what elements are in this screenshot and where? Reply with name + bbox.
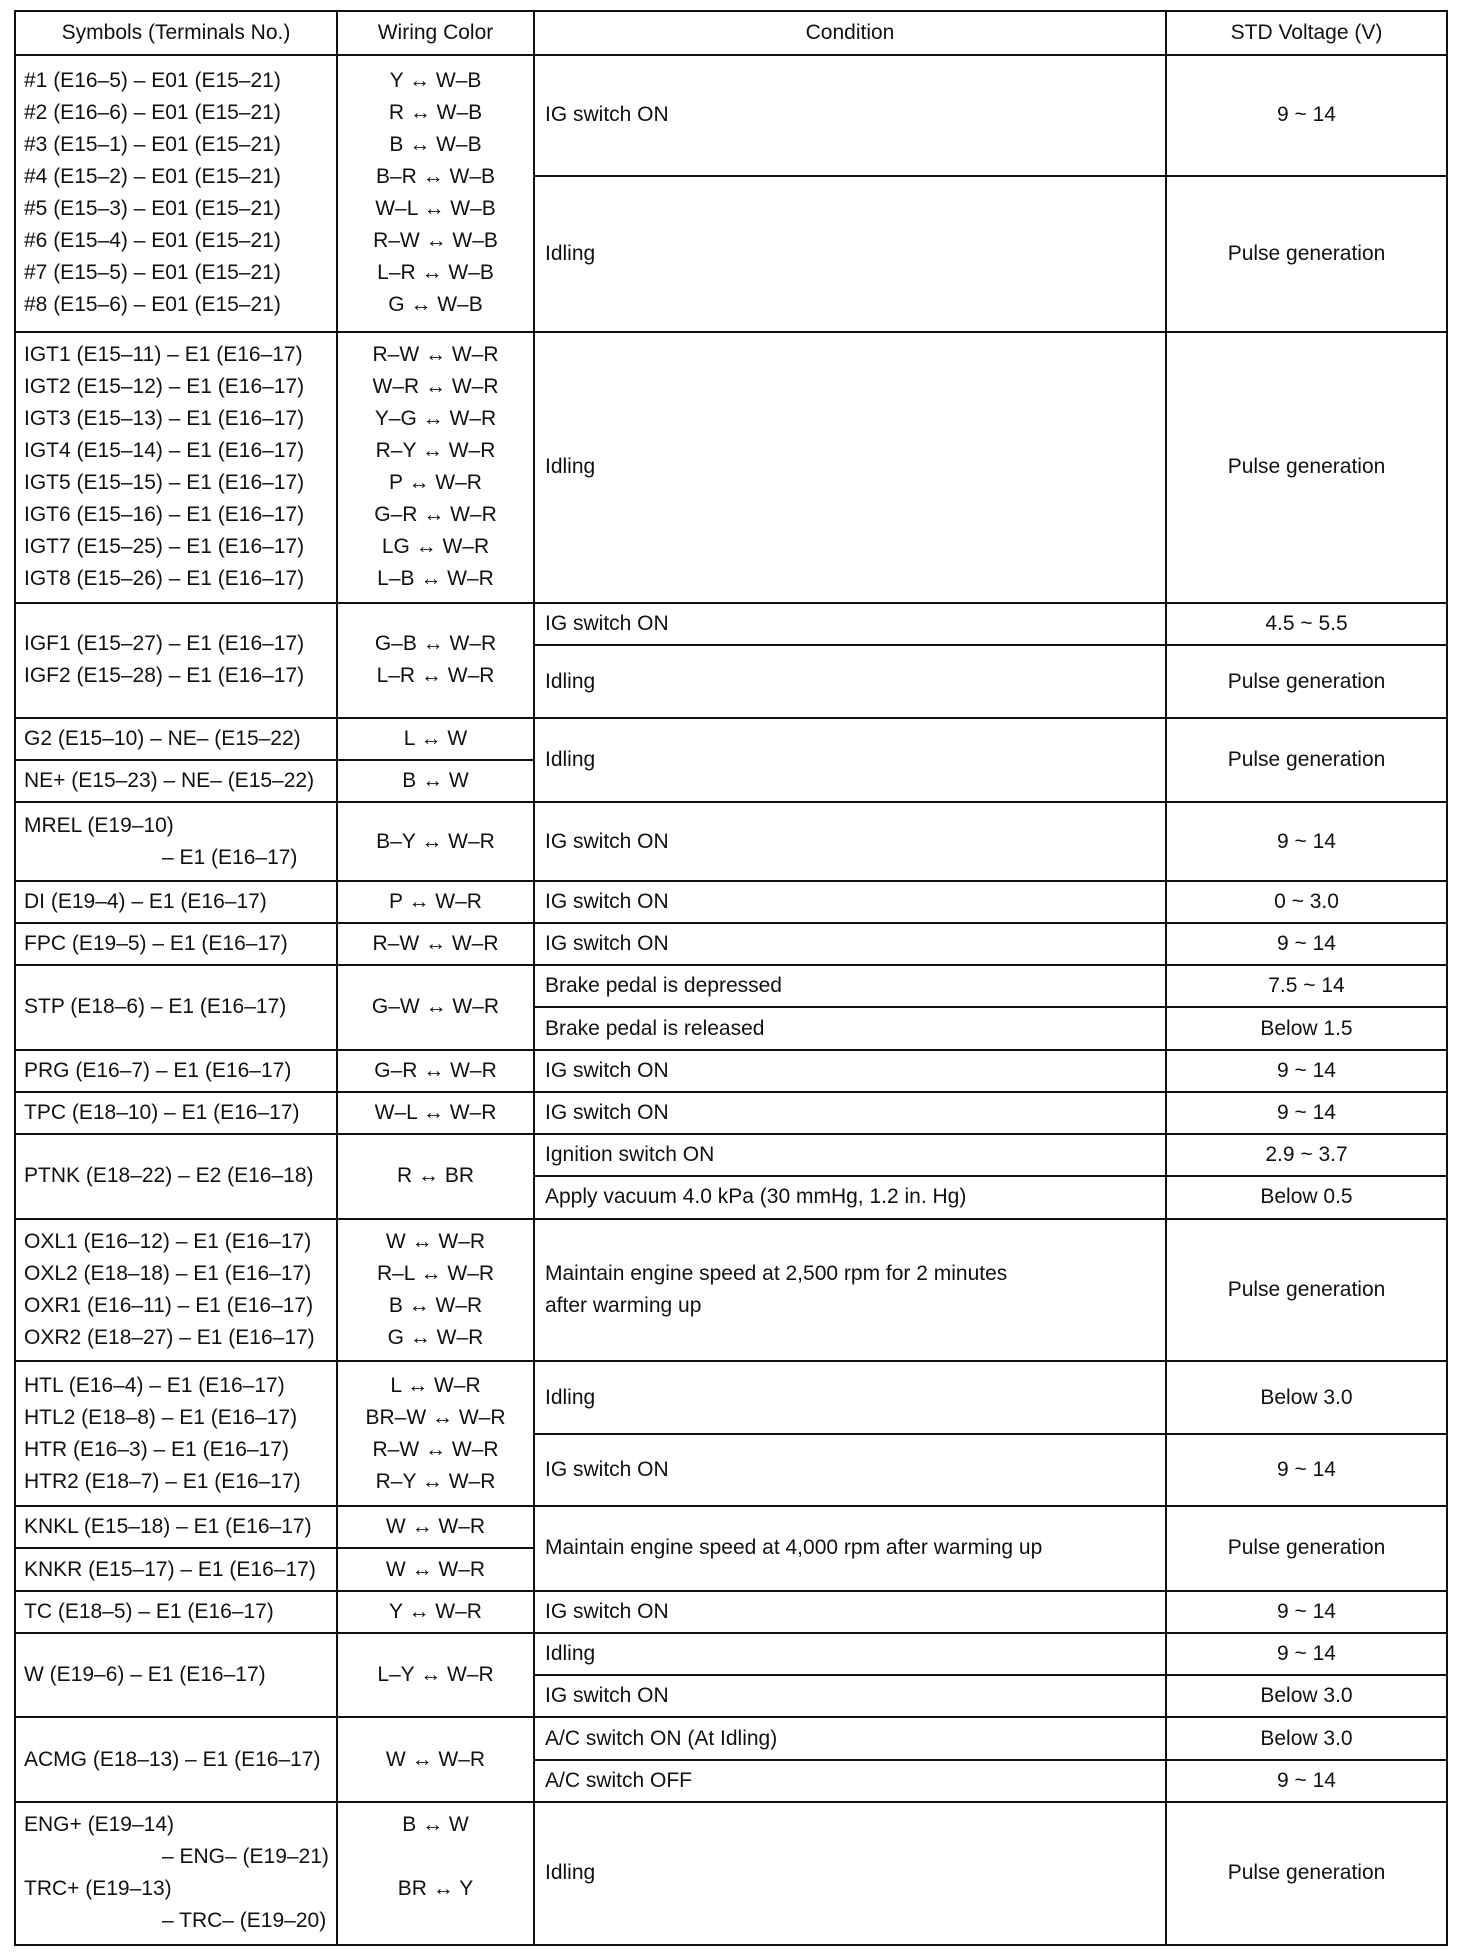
condition-cell: A/C switch ON (At Idling) <box>534 1717 1166 1759</box>
wiring-cell: Y ↔ W–R <box>337 1591 534 1633</box>
symbol-cell: TC (E18–5) – E1 (E16–17) <box>15 1591 337 1633</box>
wiring-cell: L ↔ W <box>337 718 534 760</box>
condition-cell: IG switch ON <box>534 1050 1166 1092</box>
wiring-text: G–R ↔ W–R <box>374 503 497 527</box>
header-wiring: Wiring Color <box>337 11 534 55</box>
voltage-cell: 9 ~ 14 <box>1166 802 1447 880</box>
condition-cell: Idling <box>534 718 1166 802</box>
symbol-text: #4 (E15–2) – E01 (E15–21) <box>24 165 281 189</box>
symbol-text: #1 (E16–5) – E01 (E15–21) <box>24 69 281 93</box>
symbol-cell: STP (E18–6) – E1 (E16–17) <box>15 965 337 1049</box>
symbol-cell: PRG (E16–7) – E1 (E16–17) <box>15 1050 337 1092</box>
wiring-text: W ↔ W–R <box>385 1230 486 1254</box>
wiring-text: B–R ↔ W–B <box>375 165 496 189</box>
table-row <box>15 1361 1447 1433</box>
table-row <box>15 332 1447 604</box>
condition-cell: Idling <box>534 1802 1166 1945</box>
injector-wiring <box>337 55 534 332</box>
voltage-cell: Pulse generation <box>1166 645 1447 717</box>
eng-trc-symbols <box>15 1802 337 1945</box>
symbol-cell: PTNK (E18–22) – E2 (E16–18) <box>15 1134 337 1218</box>
wiring-cell: W ↔ W–R <box>337 1506 534 1548</box>
wiring-cell: W ↔ W–R <box>337 1548 534 1590</box>
wiring-spacer <box>338 1841 533 1873</box>
heater-wiring <box>337 1361 534 1506</box>
table-row <box>15 1134 1447 1176</box>
wiring-text: P ↔ W–R <box>389 471 482 495</box>
table-row <box>15 55 1447 176</box>
table-row <box>15 718 1447 760</box>
condition-cell: IG switch ON <box>534 881 1166 923</box>
symbol-cell: G2 (E15–10) – NE– (E15–22) <box>15 718 337 760</box>
wiring-cell: R ↔ BR <box>337 1134 534 1218</box>
wiring-text: R–Y ↔ W–R <box>375 1469 496 1493</box>
symbol-text: IGT7 (E15–25) – E1 (E16–17) <box>24 535 305 559</box>
symbol-cell: NE+ (E15–23) – NE– (E15–22) <box>15 760 337 802</box>
voltage-cell: Pulse generation <box>1166 1219 1447 1362</box>
wiring-text: BR ↔ Y <box>397 1877 474 1901</box>
symbol-cell: W (E19–6) – E1 (E16–17) <box>15 1633 337 1717</box>
symbol-text: OXR1 (E16–11) – E1 (E16–17) <box>24 1294 314 1318</box>
wiring-cell: W ↔ W–R <box>337 1717 534 1801</box>
heater-symbols <box>15 1361 337 1506</box>
condition-cell: Idling <box>534 1361 1166 1433</box>
condition-cell <box>534 1219 1166 1362</box>
voltage-cell: 9 ~ 14 <box>1166 55 1447 176</box>
table-row <box>15 1092 1447 1134</box>
wiring-text: LG ↔ W–R <box>381 535 490 559</box>
header-row <box>15 11 1447 55</box>
wiring-text: B ↔ W–R <box>388 1294 483 1318</box>
table-row <box>15 881 1447 923</box>
symbol-text: IGF2 (E15–28) – E1 (E16–17) <box>24 664 305 688</box>
eng-trc-wiring <box>337 1802 534 1945</box>
wiring-cell: G–R ↔ W–R <box>337 1050 534 1092</box>
voltage-cell: Pulse generation <box>1166 176 1447 332</box>
table-row <box>15 1633 1447 1675</box>
symbol-text: IGT2 (E15–12) – E1 (E16–17) <box>24 375 305 399</box>
voltage-cell: Below 3.0 <box>1166 1675 1447 1717</box>
table-row <box>15 1050 1447 1092</box>
symbol-text: IGT4 (E15–14) – E1 (E16–17) <box>24 439 305 463</box>
header-voltage: STD Voltage (V) <box>1166 11 1447 55</box>
table-row <box>15 1506 1447 1548</box>
condition-cell: IG switch ON <box>534 1434 1166 1506</box>
voltage-cell: Below 0.5 <box>1166 1176 1447 1218</box>
voltage-cell: Below 3.0 <box>1166 1361 1447 1433</box>
wiring-text: Y ↔ W–B <box>389 69 482 93</box>
voltage-cell: Pulse generation <box>1166 332 1447 604</box>
symbol-text: – E1 (E16–17) <box>162 845 298 869</box>
condition-cell: IG switch ON <box>534 1675 1166 1717</box>
igf-symbols <box>15 603 337 718</box>
condition-cell: IG switch ON <box>534 1591 1166 1633</box>
voltage-cell: 4.5 ~ 5.5 <box>1166 603 1447 645</box>
condition-cell: Brake pedal is released <box>534 1007 1166 1049</box>
symbol-text: MREL (E19–10) <box>24 813 174 837</box>
wiring-text: B ↔ W–B <box>389 133 482 157</box>
voltage-cell: 9 ~ 14 <box>1166 1760 1447 1802</box>
condition-cell: IG switch ON <box>534 603 1166 645</box>
voltage-cell: Pulse generation <box>1166 1506 1447 1590</box>
symbol-text: IGT6 (E15–16) – E1 (E16–17) <box>24 503 305 527</box>
table-row <box>15 603 1447 645</box>
symbol-text: #6 (E15–4) – E01 (E15–21) <box>24 229 281 253</box>
wiring-text: R–W ↔ W–B <box>373 229 498 253</box>
wiring-text: L–B ↔ W–R <box>377 567 494 591</box>
voltage-cell: Below 1.5 <box>1166 1007 1447 1049</box>
voltage-cell: Below 3.0 <box>1166 1717 1447 1759</box>
igt-symbols <box>15 332 337 604</box>
condition-cell: IG switch ON <box>534 923 1166 965</box>
wiring-text: G–B ↔ W–R <box>374 632 497 656</box>
condition-text: Maintain engine speed at 2,500 rpm for 2 minutes <box>545 1262 1008 1286</box>
symbol-cell: ACMG (E18–13) – E1 (E16–17) <box>15 1717 337 1801</box>
symbol-text: IGT1 (E15–11) – E1 (E16–17) <box>24 343 303 367</box>
symbol-text: #7 (E15–5) – E01 (E15–21) <box>24 261 281 285</box>
wiring-cell: G–W ↔ W–R <box>337 965 534 1049</box>
voltage-cell: 9 ~ 14 <box>1166 923 1447 965</box>
wiring-text: G ↔ W–B <box>388 293 483 317</box>
wiring-text: R ↔ W–B <box>388 101 483 125</box>
voltage-cell: 7.5 ~ 14 <box>1166 965 1447 1007</box>
symbol-text: IGT5 (E15–15) – E1 (E16–17) <box>24 471 305 495</box>
symbol-text: HTL (E16–4) – E1 (E16–17) <box>24 1373 285 1397</box>
wiring-text: R–W ↔ W–R <box>372 1437 499 1461</box>
voltage-cell: 9 ~ 14 <box>1166 1434 1447 1506</box>
symbol-text: IGF1 (E15–27) – E1 (E16–17) <box>24 632 305 656</box>
condition-cell: Idling <box>534 176 1166 332</box>
condition-cell: A/C switch OFF <box>534 1760 1166 1802</box>
table-row <box>15 802 1447 880</box>
symbol-text: ENG+ (E19–14) <box>24 1813 174 1837</box>
condition-cell: IG switch ON <box>534 802 1166 880</box>
symbol-cell: KNKL (E15–18) – E1 (E16–17) <box>15 1506 337 1548</box>
symbol-text: – TRC– (E19–20) <box>162 1909 327 1933</box>
igf-wiring <box>337 603 534 718</box>
condition-cell: IG switch ON <box>534 1092 1166 1134</box>
symbol-text: IGT8 (E15–26) – E1 (E16–17) <box>24 567 305 591</box>
voltage-cell: 9 ~ 14 <box>1166 1633 1447 1675</box>
voltage-cell: Pulse generation <box>1166 1802 1447 1945</box>
ox-wiring <box>337 1219 534 1362</box>
condition-cell: Ignition switch ON <box>534 1134 1166 1176</box>
symbol-text: #2 (E16–6) – E01 (E15–21) <box>24 101 281 125</box>
symbol-text: #8 (E15–6) – E01 (E15–21) <box>24 293 281 317</box>
wiring-text: L–R ↔ W–R <box>376 664 495 688</box>
wiring-cell: W–L ↔ W–R <box>337 1092 534 1134</box>
voltage-cell: 9 ~ 14 <box>1166 1092 1447 1134</box>
symbol-cell: FPC (E19–5) – E1 (E16–17) <box>15 923 337 965</box>
symbol-cell: DI (E19–4) – E1 (E16–17) <box>15 881 337 923</box>
wiring-text: Y–G ↔ W–R <box>374 407 497 431</box>
symbol-text: HTR2 (E18–7) – E1 (E16–17) <box>24 1469 301 1493</box>
wiring-text: W–R ↔ W–R <box>372 375 499 399</box>
condition-cell: Idling <box>534 332 1166 604</box>
wiring-text: B ↔ W <box>402 1813 469 1837</box>
voltage-cell: 9 ~ 14 <box>1166 1591 1447 1633</box>
symbol-text: HTR (E16–3) – E1 (E16–17) <box>24 1437 289 1461</box>
wiring-spacer <box>338 1905 533 1937</box>
wiring-text: R–W ↔ W–R <box>372 343 499 367</box>
voltage-cell: 2.9 ~ 3.7 <box>1166 1134 1447 1176</box>
wiring-text: G ↔ W–R <box>387 1326 484 1350</box>
condition-cell: Brake pedal is depressed <box>534 965 1166 1007</box>
symbol-cell: TPC (E18–10) – E1 (E16–17) <box>15 1092 337 1134</box>
header-condition: Condition <box>534 11 1166 55</box>
wiring-cell: P ↔ W–R <box>337 881 534 923</box>
wiring-text: W–L ↔ W–B <box>375 197 496 221</box>
voltage-cell: 9 ~ 14 <box>1166 1050 1447 1092</box>
wiring-text: R–L ↔ W–R <box>376 1262 495 1286</box>
symbol-text: OXR2 (E18–27) – E1 (E16–17) <box>24 1326 315 1350</box>
wiring-cell: R–W ↔ W–R <box>337 923 534 965</box>
wiring-text: BR–W ↔ W–R <box>365 1405 506 1429</box>
mrel-symbols <box>15 802 337 880</box>
wiring-cell: B–Y ↔ W–R <box>337 802 534 880</box>
table-row <box>15 923 1447 965</box>
symbol-text: #5 (E15–3) – E01 (E15–21) <box>24 197 281 221</box>
table-row <box>15 1219 1447 1362</box>
condition-cell: Idling <box>534 645 1166 717</box>
voltage-cell: 0 ~ 3.0 <box>1166 881 1447 923</box>
wiring-cell: L–Y ↔ W–R <box>337 1633 534 1717</box>
wiring-text: L–R ↔ W–B <box>377 261 494 285</box>
condition-cell: IG switch ON <box>534 55 1166 176</box>
header-symbols: Symbols (Terminals No.) <box>15 11 337 55</box>
voltage-cell: Pulse generation <box>1166 718 1447 802</box>
symbol-text: – ENG– (E19–21) <box>162 1845 329 1869</box>
condition-cell: Apply vacuum 4.0 kPa (30 mmHg, 1.2 in. Hg) <box>534 1176 1166 1218</box>
igt-wiring <box>337 332 534 604</box>
symbol-cell: KNKR (E15–17) – E1 (E16–17) <box>15 1548 337 1590</box>
condition-cell: Idling <box>534 1633 1166 1675</box>
symbol-text: IGT3 (E15–13) – E1 (E16–17) <box>24 407 305 431</box>
condition-cell: Maintain engine speed at 4,000 rpm after warming up <box>534 1506 1166 1590</box>
wiring-text: R–Y ↔ W–R <box>375 439 496 463</box>
table-row <box>15 965 1447 1007</box>
ox-symbols <box>15 1219 337 1362</box>
symbol-text: OXL1 (E16–12) – E1 (E16–17) <box>24 1230 312 1254</box>
symbol-text: HTL2 (E18–8) – E1 (E16–17) <box>24 1405 298 1429</box>
table-row <box>15 1717 1447 1759</box>
table-row <box>15 1802 1447 1945</box>
table-row <box>15 1591 1447 1633</box>
symbol-text: TRC+ (E19–13) <box>24 1877 172 1901</box>
wiring-text: L ↔ W–R <box>390 1373 481 1397</box>
condition-text: after warming up <box>545 1294 702 1318</box>
symbol-text: #3 (E15–1) – E01 (E15–21) <box>24 133 281 157</box>
voltage-spec-table <box>14 10 1448 1946</box>
injector-symbols <box>15 55 337 332</box>
wiring-cell: B ↔ W <box>337 760 534 802</box>
symbol-text: OXL2 (E18–18) – E1 (E16–17) <box>24 1262 312 1286</box>
